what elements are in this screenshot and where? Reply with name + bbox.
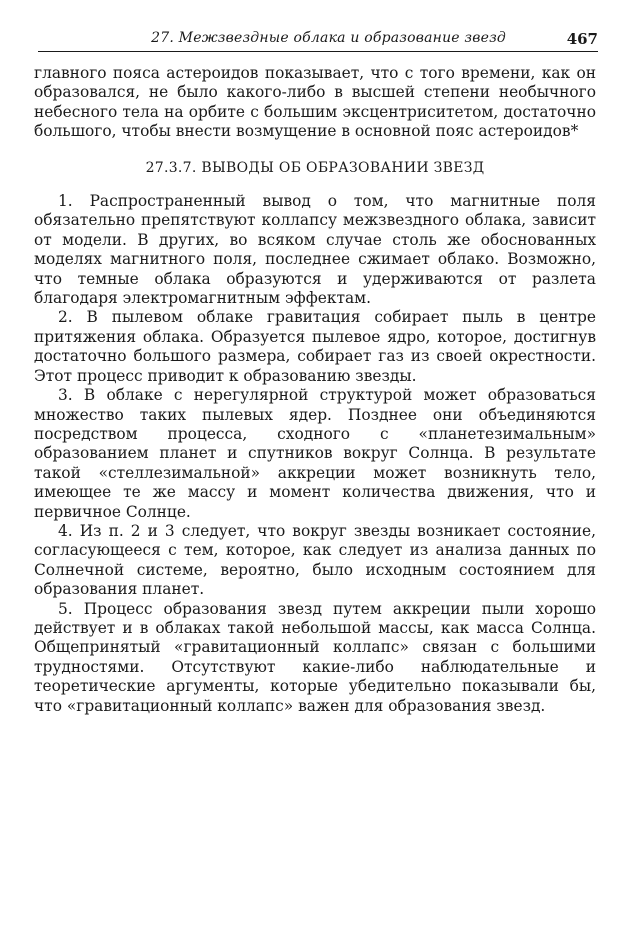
page-body (34, 64, 596, 716)
paragraph-4: 4. Из п. 2 и 3 следует, что вокруг звезды возникает состояние, согласующееся с тем, которое, как следует из анализа данных по Солнечной системе, вероятно, было исходным состоянием для образования планет. (34, 521, 596, 599)
paragraph-5: 5. Процесс образования звезд путем аккреции пыли хорошо действует и в облаках такой небольшой массы, как масса Солнца. Общепринятый «гравитационный коллапс» связан с большими трудностями. Отсутствуют какие-либо наблюдательные и теоретические аргументы, которые убедительно показывали бы, что «гравитационный коллапс» важен для образования звезд. (34, 599, 596, 715)
section-heading: 27.3.7. ВЫВОДЫ ОБ ОБРАЗОВАНИИ ЗВЕЗД (145, 159, 485, 176)
running-header-title: 27. Межзвездные облака и образование звезд (151, 30, 506, 46)
page-number: 467 (566, 30, 598, 48)
lead-paragraph: главного пояса астероидов показывает, что с того времени, как он образовался, не было какого-либо в высшей степени необычного небесного тела на орбите с большим эксцентриситетом, достаточно большого, чтобы внести возмущение в основной пояс астероидов* (34, 64, 596, 141)
header-rule (38, 51, 598, 52)
paragraph-1: 1. Распространенный вывод о том, что магнитные поля обязательно препятствуют коллапсу межзвездного облака, зависит от модели. В других, во всяком случае столь же обоснованных моделях магнитного поля, последнее сжимает облако. Возможно, что темные облака образуются и удерживаются от разлета благодаря электромагнитным эффектам. (34, 192, 596, 308)
paragraph-3: 3. В облаке с нерегулярной структурой может образоваться множество таких пылевых ядер. Позднее они объединяются посредством процесса, сходного с «планетезимальным» образованием планет и спутников вокруг Солнца. В результате такой «стеллезимальной» аккреции может возникнуть тело, имеющее те же массу и момент количества движения, что и первичное Солнце. (34, 386, 596, 521)
running-header (38, 30, 598, 50)
paragraph-2: 2. В пылевом облаке гравитация собирает пыль в центре притяжения облака. Образуется пылевое ядро, которое, достигнув достаточно большого размера, собирает газ из своей окрестности. Этот процесс приводит к образованию звезды. (34, 308, 596, 385)
